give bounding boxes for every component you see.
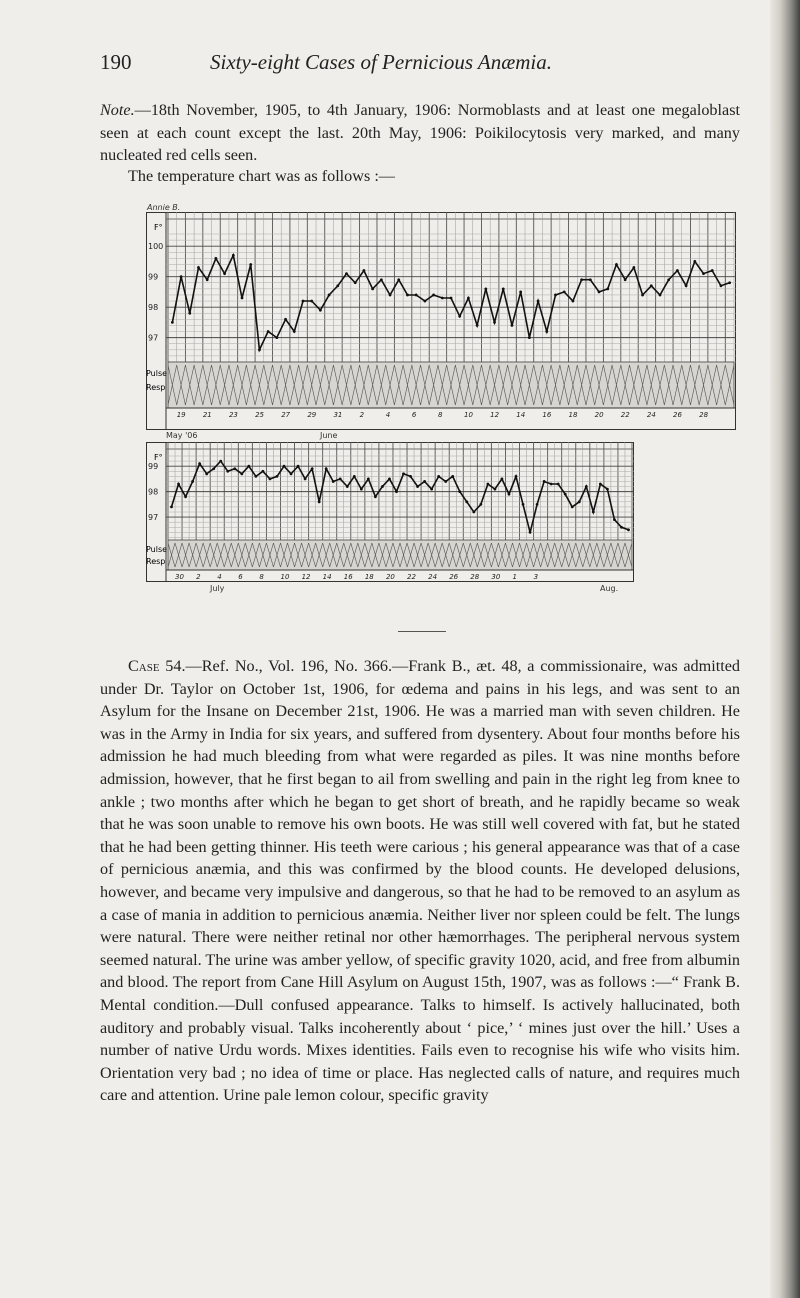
temperature-point [297, 465, 300, 468]
temperature-point [275, 336, 278, 339]
temperature-point [284, 318, 287, 321]
temperature-point [325, 467, 328, 470]
temperature-point [318, 500, 321, 503]
f-symbol: F° [154, 223, 163, 232]
temperature-point [336, 284, 339, 287]
temperature-point [240, 472, 243, 475]
temperature-point [381, 485, 384, 488]
temperature-point [360, 488, 363, 491]
temperature-point [728, 281, 731, 284]
case-heading: Case 54. [128, 657, 186, 675]
temperature-point [465, 500, 468, 503]
date-tick-label: 4 [385, 411, 391, 419]
temperature-point [395, 490, 398, 493]
temperature-point [450, 297, 453, 300]
temperature-point [269, 478, 272, 481]
temperature-point [233, 467, 236, 470]
f-symbol-2: F° [154, 453, 163, 462]
temperature-point [458, 315, 461, 318]
note-label: Note. [100, 101, 135, 119]
date-tick-label: 8 [259, 573, 264, 581]
temperature-point [402, 472, 405, 475]
temperature-chart-may-june [146, 212, 736, 430]
temperature-point [508, 493, 511, 496]
temperature-point [451, 475, 454, 478]
temperature-point [557, 483, 560, 486]
date-tick-label: 30 [491, 573, 501, 581]
month-label-aug: Aug. [600, 584, 619, 593]
temperature-point [254, 475, 257, 478]
temperature-point [388, 478, 391, 481]
date-tick-label: 30 [175, 573, 184, 581]
page-header [100, 50, 740, 80]
temperature-point [416, 485, 419, 488]
running-title: Sixty-eight Cases of Pernicious Anæmia. [210, 50, 552, 74]
temperature-point [667, 278, 670, 281]
temperature-point [502, 287, 505, 290]
date-tick-label: 24 [428, 573, 438, 581]
date-tick-label: 18 [364, 573, 374, 581]
temperature-point [537, 300, 540, 303]
date-tick-label: 29 [307, 411, 317, 419]
temperature-point [409, 475, 412, 478]
month-label-june: June [320, 431, 338, 440]
temperature-point [563, 291, 566, 294]
temperature-point [720, 284, 723, 287]
temperature-point [232, 254, 235, 257]
temperature-point [494, 488, 497, 491]
section-divider [398, 631, 446, 632]
temperature-point [170, 506, 173, 509]
temperature-point [685, 284, 688, 287]
date-tick-label: 12 [301, 573, 311, 581]
temperature-intro: The temperature chart was as follows :— [128, 167, 395, 185]
date-tick-label: 22 [620, 411, 630, 419]
temperature-point [444, 480, 447, 483]
temperature-point [554, 294, 557, 297]
date-tick-label: 16 [542, 411, 552, 419]
temperature-point [529, 531, 532, 534]
temperature-point [615, 263, 618, 266]
temperature-point [676, 269, 679, 272]
y-tick-label: 97 [148, 333, 159, 343]
y-tick-label: 98 [148, 487, 159, 497]
temperature-point [346, 485, 349, 488]
temperature-point [606, 488, 609, 491]
page-binding-edge [770, 0, 800, 1298]
date-tick-label: 18 [568, 411, 578, 419]
temperature-point [627, 528, 630, 531]
page-number: 190 [100, 50, 132, 74]
temperature-point [479, 503, 482, 506]
temperature-point [197, 266, 200, 269]
temperature-point [580, 278, 583, 281]
date-tick-label: 6 [238, 573, 243, 581]
temperature-point [198, 462, 201, 465]
temperature-chart-july-aug [146, 442, 634, 582]
temperature-point [545, 330, 548, 333]
case-text: —Ref. No., Vol. 196, No. 366.—Frank B., æt. 48, a commissionaire, was admitted under Dr. Taylor on October 1st, 1906, for œdema and pains in his legs, and was sent to an Asylum for the Insane on December 21st, 1906. He was a married man with seven children. He was in the Army in India for six years, and suffered from dysentery. About four months before his admission he had much bleeding from what were regarded as piles. It was nine months before admission, however, that he first began to ail from swelling and pain in the right leg from knee to ankle ; two months after which he began to get short of breath, and he rapidly became so weak that he was soon unable to remove his own boots. He was still well covered with fat, but he stated that he had been getting thinner. His teeth were carious ; his general appearance was that of a case of pernicious anæmia, and this was confirmed by the blood counts. He developed delusions, however, and became very impulsive and dangerous, so that he had to be removed to an asylum as a case of mania in addition to pernicious anæmia. Neither liver nor spleen could be felt. The lungs were natural. There were neither retinal nor other hæmorrhages. The peripheral nervous system seemed natural. The urine was amber yellow, of specific gravity 1020, acid, and free from albumin and blood. The report from Cane Hill Asylum on August 15th, 1907, was as follows :—“ Frank B. Mental condition.—Dull confused appearance. Talks to himself. Is actively hallucinated, both auditory and probably visual. Talks incoherently about ‘ pice,’ ‘ mines just over the hill.’ Uses a number of native Urdu words. Mixes identities. Fails even to recognise his wife who visits him. Orientation very bad ; no idea of time or place. Has neglected calls of nature, and requires much care and attention. Urine pale lemon colour, specific gravity [100, 657, 740, 1105]
temperature-point [536, 503, 539, 506]
date-tick-label: 14 [322, 573, 332, 581]
temperature-point [543, 480, 546, 483]
temperature-point [339, 478, 342, 481]
temperature-point [290, 472, 293, 475]
resp-label-2: Resp [146, 557, 166, 566]
temperature-point [241, 297, 244, 300]
temperature-point [441, 297, 444, 300]
temperature-point [571, 506, 574, 509]
patient-label: Annie B. [147, 203, 181, 212]
temperature-point [219, 460, 222, 463]
temperature-point [650, 284, 653, 287]
temperature-point [171, 321, 174, 324]
temperature-line-1 [172, 255, 729, 349]
temperature-point [328, 294, 331, 297]
temperature-point [332, 480, 335, 483]
y-tick-label: 100 [148, 242, 164, 252]
temperature-point [310, 300, 313, 303]
temperature-point [276, 475, 279, 478]
temperature-point [572, 300, 575, 303]
date-tick-label: 4 [217, 573, 222, 581]
temperature-point [205, 472, 208, 475]
temperature-point [354, 281, 357, 284]
date-tick-label: 16 [343, 573, 353, 581]
temperature-point [374, 495, 377, 498]
temperature-point [363, 269, 366, 272]
temperature-point [188, 312, 191, 315]
date-tick-label: 19 [176, 411, 186, 419]
temperature-point [599, 483, 602, 486]
temperature-point [515, 475, 518, 478]
temperature-point [693, 260, 696, 263]
temperature-point [367, 478, 370, 481]
temperature-point [319, 309, 322, 312]
note-paragraph [100, 99, 740, 167]
temperature-point [511, 324, 514, 327]
month-label-july: July [210, 584, 225, 593]
temperature-point [458, 490, 461, 493]
temperature-point [311, 467, 314, 470]
temperature-point [486, 483, 489, 486]
date-tick-label: 26 [449, 573, 459, 581]
temperature-point [389, 294, 392, 297]
month-label-may: May '06 [166, 431, 198, 440]
date-tick-label: 8 [437, 411, 443, 419]
temperature-point [632, 266, 635, 269]
date-tick-label: 28 [699, 411, 709, 419]
temperature-point [267, 330, 270, 333]
temperature-point [345, 272, 348, 275]
temperature-point [353, 475, 356, 478]
temperature-point [247, 465, 250, 468]
temperature-point [258, 348, 261, 351]
temperature-point [598, 291, 601, 294]
temperature-point [613, 518, 616, 521]
y-tick-label: 98 [148, 303, 159, 313]
temperature-point [711, 269, 714, 272]
temperature-point [283, 465, 286, 468]
temperature-point [415, 294, 418, 297]
temperature-point [226, 470, 229, 473]
temperature-point [212, 467, 215, 470]
temperature-point [493, 321, 496, 324]
temperature-point [249, 263, 252, 266]
date-tick-label: 27 [281, 411, 291, 419]
date-tick-label: 2 [196, 573, 201, 581]
temperature-point [528, 336, 531, 339]
temperature-point [191, 480, 194, 483]
date-tick-label: 6 [411, 411, 417, 419]
date-tick-label: 25 [255, 411, 264, 419]
date-tick-label: 2 [359, 411, 365, 419]
temperature-point [501, 478, 504, 481]
temperature-point [620, 526, 623, 529]
temperature-point [659, 294, 662, 297]
temperature-point [592, 511, 595, 514]
date-tick-label: 23 [228, 411, 238, 419]
temperature-point [180, 275, 183, 278]
temperature-point [585, 485, 588, 488]
date-tick-label: 20 [385, 573, 395, 581]
temperature-point [293, 330, 296, 333]
temperature-point [564, 493, 567, 496]
temperature-point [432, 294, 435, 297]
y-tick-label: 99 [148, 272, 159, 282]
y-tick-label: 99 [148, 462, 159, 472]
temperature-point [371, 287, 374, 290]
temperature-point [430, 488, 433, 491]
date-tick-label: 10 [280, 573, 290, 581]
date-tick-label: 26 [673, 411, 682, 419]
date-tick-label: 10 [464, 411, 473, 419]
temperature-point [177, 483, 180, 486]
date-tick-label: 21 [202, 411, 212, 419]
temperature-point [606, 287, 609, 290]
temperature-point [624, 278, 627, 281]
y-tick-label: 97 [148, 513, 159, 523]
temperature-point [302, 300, 305, 303]
temperature-point [437, 475, 440, 478]
temperature-point [589, 278, 592, 281]
date-tick-label: 22 [407, 573, 416, 581]
temperature-point [262, 470, 265, 473]
date-tick-label: 31 [333, 411, 343, 419]
temperature-point [423, 480, 426, 483]
date-tick-label: 28 [470, 573, 480, 581]
temperature-point [641, 294, 644, 297]
note-text: —18th November, 1905, to 4th January, 1906: Normoblasts and at least one megaloblast seen at each count except the last. 20th May, 1906: Poikilocytosis very marked, and many nucleated red cells seen. [100, 101, 740, 165]
temperature-point [476, 324, 479, 327]
temperature-point [550, 483, 553, 486]
date-tick-label: 12 [490, 411, 500, 419]
temperature-point [423, 300, 426, 303]
temperature-point [223, 272, 226, 275]
date-tick-label: 14 [516, 411, 526, 419]
date-tick-label: 20 [594, 411, 604, 419]
temperature-point [214, 257, 217, 260]
temperature-point [702, 272, 705, 275]
temperature-point [206, 278, 209, 281]
temperature-point [406, 294, 409, 297]
temperature-point [484, 287, 487, 290]
pulse-label-2: Pulse [146, 545, 168, 554]
temperature-point [397, 278, 400, 281]
resp-label: Resp [146, 383, 166, 392]
temperature-point [519, 291, 522, 294]
temperature-point [184, 495, 187, 498]
date-tick-label: 1 [512, 573, 517, 581]
temperature-point [380, 278, 383, 281]
case-paragraph [100, 655, 740, 1107]
date-tick-label: 24 [646, 411, 656, 419]
date-tick-label: 3 [533, 573, 539, 581]
temperature-point [304, 478, 307, 481]
temperature-point [522, 503, 525, 506]
temperature-point [578, 500, 581, 503]
pulse-label: Pulse [146, 369, 168, 378]
temperature-point [467, 297, 470, 300]
temperature-point [472, 511, 475, 514]
